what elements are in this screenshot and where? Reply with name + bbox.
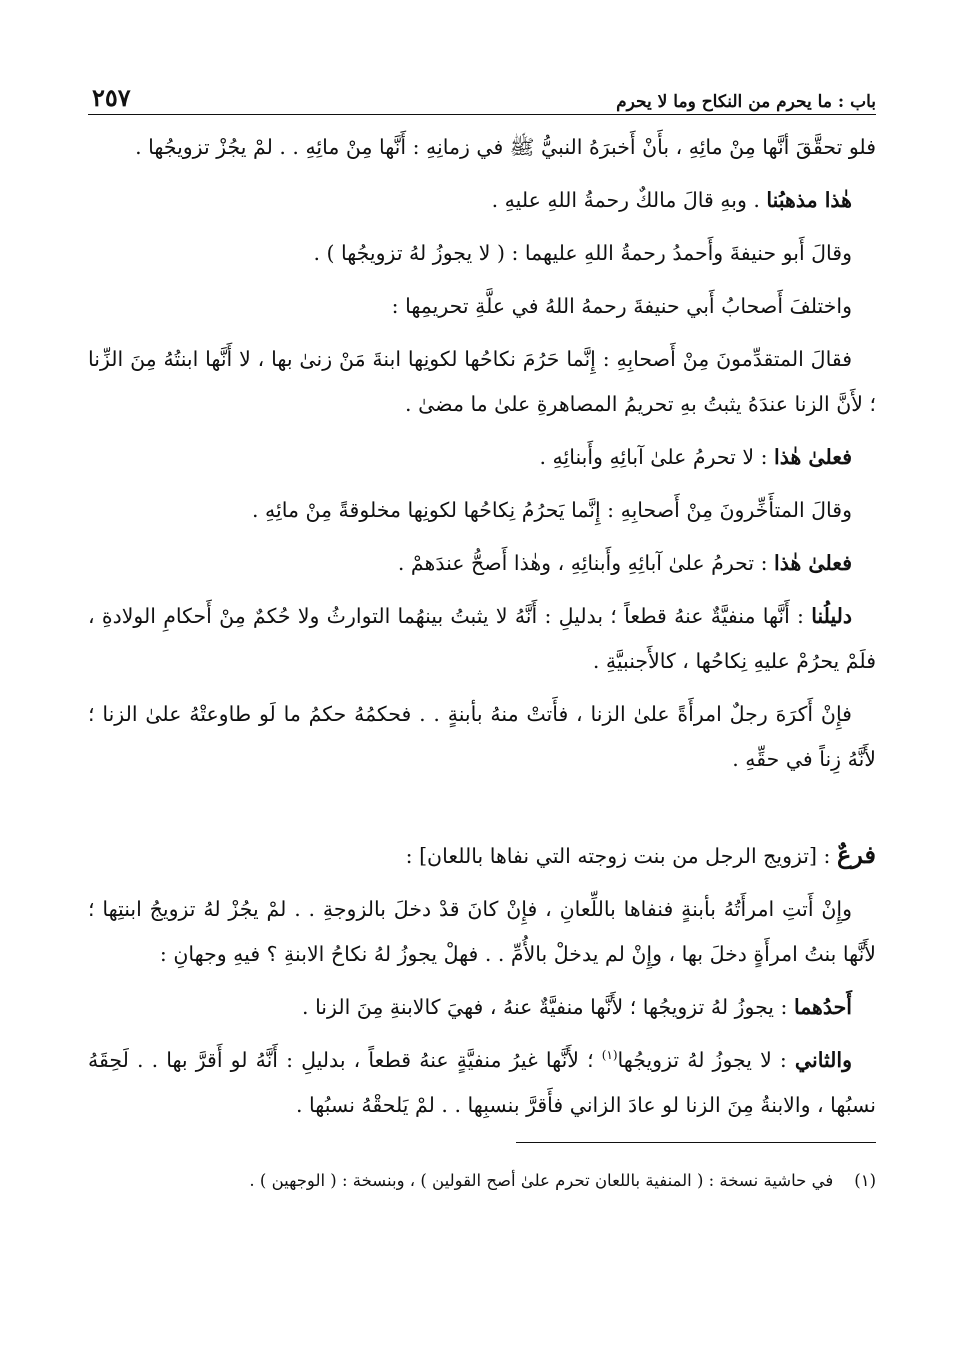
section-label: فرعٌ — [836, 840, 876, 869]
paragraph: والثاني : لا يجوزُ لهُ تزويجُها$^{(١)}$ ؛ لأَنَّها غيرُ منفيَّةٍ عنهُ قطعاً ، بدليلِ : أَنَّهُ لو أَقرَّ بها . . لَحِقَهُ نسبُها ، والابنةُ مِنَ الزنا لو عادَ الزاني فأَقرَّ بنسبِها . . لمْ يَلحقْهُ نسبُها . — [88, 1048, 876, 1117]
footnote-marker: (١) — [854, 1171, 876, 1190]
paragraph: فعلىٰ هٰذا : تحرمُ علىٰ آبائِهِ وأَبنائِهِ ، وهٰذا أَصحُّ عندَهمْ . — [397, 551, 852, 575]
paragraph: هٰذا مذهبُنا . وبهِ قالَ مالكٌ رحمةُ اللهِ عليهِ . — [491, 188, 852, 212]
paragraph: وقالَ أَبو حنيفةَ وأَحمدُ رحمةُ اللهِ عليهما : ( لا يجوزُ لهُ تزويجُها ) . — [313, 241, 852, 265]
paragraph: دليلُنا : أَنَّها منفيَّةٌ عنهُ قطعاً ؛ بدليلِ : أَنَّهُ لا يثبتُ بينهُما التوارثُ ولا حُكمٌ مِنْ أَحكامِ الولادةِ ، فلَمْ يحرُمْ عليهِ نِكاحُها ، كالأَجنبيَّةِ . — [88, 604, 876, 673]
paragraph: وإِنْ أَتتِ امرأَتُهُ بأبنةٍ فنفاها باللِّعانِ ، فإِنْ كانَ قدْ دخلَ بالزوجةِ . . لمْ يجُزْ لهُ تزويجُ ابنتِها ؛ لأَنَّها بنتُ امرأَةٍ دخلَ بها ، وإِنْ لم يدخلْ بالأُمِّ . . فهلْ يجوزُ لهُ نكاحُ الابنةِ ؟ فيهِ وجهانِ : — [88, 897, 876, 966]
bold-lead: أَحدُهما — [793, 995, 852, 1019]
bold-lead: فعلىٰ هٰذا — [774, 445, 852, 469]
footnote-text: في حاشية نسخة : ( المنفية باللعان تحرم علىٰ أصح القولين ) ، وبنسخة : ( الوجهين ) . — [249, 1171, 834, 1190]
paragraph: فعلىٰ هٰذا : لا تحرمُ علىٰ آبائِهِ وأَبنائِهِ . — [539, 445, 852, 469]
section-heading — [88, 832, 876, 879]
paragraph: فإِنْ أَكرَهَ رجلٌ امرأَةً علىٰ الزنا ، فأَتتْ منهُ بأبنةٍ . . فحكمُهُ حكمُ ما لَو طاوعتْهُ علىٰ الزنا ؛ لأَنَّهُ زِناً في حقِّهِ . — [88, 702, 876, 771]
bold-lead: والثاني — [794, 1048, 852, 1072]
main-text — [88, 125, 876, 1128]
section-spacer — [88, 790, 876, 832]
paragraph: أَحدُهما : يجوزُ لهُ تزويجُها ؛ لأَنَّها منفيَّةٌ عنهُ ، فهيَ كالابنةِ مِنَ الزنا . — [302, 995, 852, 1019]
bold-lead: هٰذا مذهبُنا — [766, 188, 852, 212]
footnote-ref[interactable]: (١) — [601, 1048, 618, 1063]
paragraph: فقالَ المتقدِّمونَ مِنْ أَصحابِهِ : إِنَّما حَرُمَ نكاحُها لكونِها ابنةَ مَنْ زنىٰ بها ، لا أَنَّها ابنتُهُ مِنَ الزِّنا ؛ لأَنَّ الزنا عندَهُ يثبتُ بهِ تحريمُ المصاهرةِ علىٰ ما مضىٰ . — [88, 347, 876, 416]
bold-lead: دليلُنا — [811, 604, 852, 628]
section-title: : [تزويج الرجل من بنت زوجته التي نفاها باللعان] : — [405, 844, 837, 868]
bold-lead: فعلىٰ هٰذا — [774, 551, 852, 575]
running-header — [88, 78, 876, 115]
paragraph: واختلفَ أَصحابُ أَبي حنيفةَ رحمهُ اللهُ في علَّةِ تحريمِها : — [391, 294, 852, 318]
page-number: ٢٥٧ — [92, 83, 131, 112]
paragraph: وقالَ المتأَخِّرونَ مِنْ أَصحابِهِ : إِنَّما يَحرُمُ نِكاحُها لكونِها مخلوقةً مِنْ مائِهِ . — [251, 498, 852, 522]
chapter-title: باب : ما يحرم من النكاح وما لا يحرم — [616, 92, 876, 112]
paragraph: فلو تحقَّقَ أنَّها مِنْ مائِهِ ، بأَنْ أَخبرَهُ النبيُّ ﷺ في زمانِهِ : أَنَّها مِنْ مائِهِ . . لمْ يجُزْ تزويجُها . — [135, 135, 876, 159]
footnote-divider — [516, 1142, 876, 1143]
book-page — [88, 78, 876, 1195]
footnote — [88, 1167, 876, 1195]
